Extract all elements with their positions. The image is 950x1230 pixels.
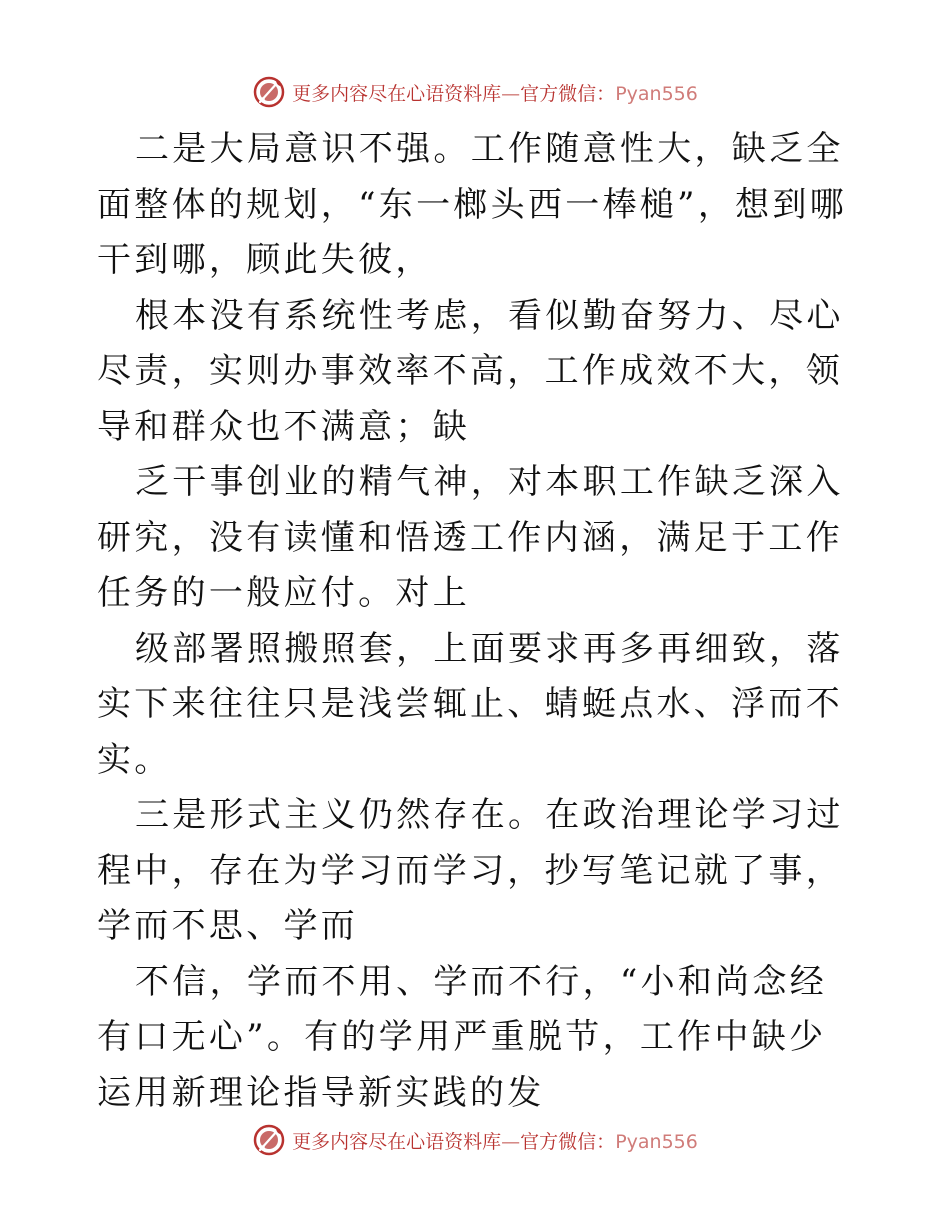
quill-seal-icon — [252, 75, 286, 109]
header-banner-dash: — — [501, 82, 521, 105]
quill-seal-icon — [252, 1123, 286, 1157]
paragraph: 级部署照搬照套，上面要求再多再细致，落实下来往往只是浅尝辄止、蜻蜓点水、浮而不实。 — [97, 628, 844, 780]
footer-banner-text — [292, 1127, 698, 1154]
header-banner-main: 更多内容尽在心语资料库 — [292, 82, 502, 105]
header-banner-wechat-id: Pyan556 — [615, 82, 698, 105]
footer-banner-wechat-id: Pyan556 — [615, 1130, 698, 1153]
header-banner-wechat-label: 官方微信： — [520, 82, 616, 105]
paragraph: 二是大局意识不强。工作随意性大，缺乏全面整体的规划，“东一榔头西一棒槌”，想到哪干到哪，顾此失彼， — [97, 129, 848, 280]
header-banner — [0, 72, 950, 112]
paragraph: 不信，学而不用、学而不行，“小和尚念经有口无心”。有的学用严重脱节，工作中缺少运用新理论指导新实践的发 — [97, 961, 828, 1113]
document-body — [97, 122, 857, 1121]
paragraph: 三是形式主义仍然存在。在政治理论学习过程中，存在为学习而学习，抄写笔记就了事，学而不思、学而 — [97, 795, 844, 946]
paragraph: 根本没有系统性考虑，看似勤奋努力、尽心尽责，实则办事效率不高，工作成效不大，领导和群众也不满意；缺 — [97, 295, 844, 447]
footer-banner-wechat-label: 官方微信： — [520, 1130, 616, 1153]
footer-banner — [0, 1120, 950, 1160]
header-banner-text — [292, 79, 698, 106]
footer-banner-dash: — — [501, 1130, 521, 1153]
paragraph: 乏干事创业的精气神，对本职工作缺乏深入研究，没有读懂和悟透工作内涵，满足于工作任务的一般应付。对上 — [97, 462, 844, 613]
footer-banner-main: 更多内容尽在心语资料库 — [292, 1130, 502, 1153]
